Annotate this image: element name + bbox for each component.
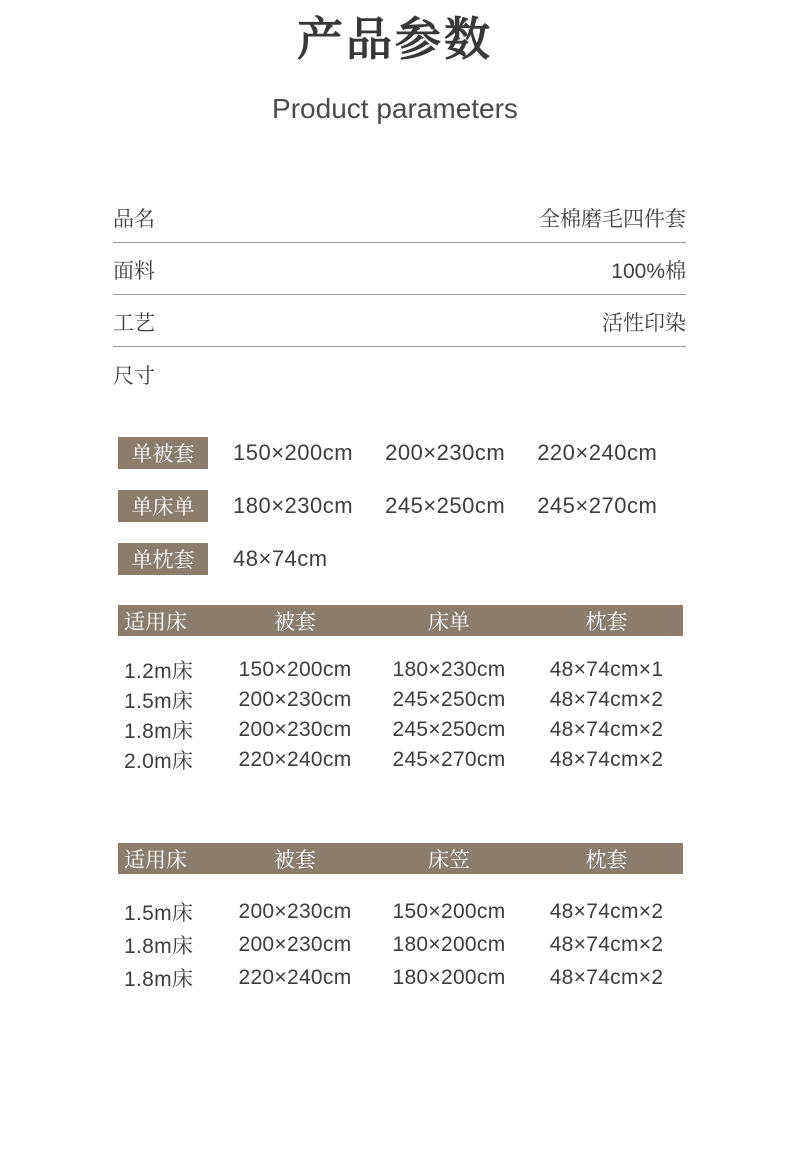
cell-bed: 1.8m床 [124, 967, 194, 991]
cell-duvet: 220×240cm [238, 965, 352, 989]
size-values [233, 493, 657, 519]
cell-pillow: 48×74cm×1 [549, 658, 664, 681]
size-value: 220×240cm [537, 440, 658, 465]
size-value: 150×200cm [233, 440, 354, 465]
size-table-fitted-sheet [118, 843, 683, 994]
cell-bed: 1.5m床 [124, 901, 194, 925]
spec-row-product-name [113, 191, 686, 243]
col-header-pillow: 枕套 [585, 848, 628, 872]
cell-pillow: 48×74cm×2 [549, 718, 664, 741]
cell-duvet: 200×230cm [238, 718, 352, 741]
spec-row-size [113, 347, 686, 399]
size-value: 48×74cm [233, 546, 328, 571]
page-title: 产品参数 [297, 13, 493, 65]
col-header-pillow: 枕套 [585, 610, 628, 634]
cell-fitted: 180×200cm [392, 932, 506, 956]
cell-bed: 1.2m床 [124, 660, 194, 683]
table-row [118, 895, 683, 928]
size-value: 245×270cm [537, 493, 658, 518]
spec-list [113, 191, 686, 399]
page-subtitle: Product parameters [272, 93, 518, 124]
col-header-bed: 适用床 [124, 848, 187, 872]
spec-value: 100%棉 [611, 260, 686, 283]
spec-label: 面料 [113, 260, 155, 283]
table-header-row [118, 843, 683, 874]
spec-row-fabric [113, 243, 686, 295]
size-table-flat-sheet [118, 605, 683, 775]
cell-duvet: 150×200cm [238, 658, 352, 681]
col-header-fitted: 床笠 [428, 848, 470, 872]
size-tag-pillowcase: 单枕套 [118, 543, 208, 575]
cell-pillow: 48×74cm×2 [549, 688, 664, 711]
size-tag-duvet-cover: 单被套 [118, 437, 208, 469]
cell-sheet: 245×270cm [392, 748, 506, 771]
cell-bed: 1.8m床 [124, 934, 194, 958]
cell-duvet: 220×240cm [238, 748, 352, 771]
size-value: 245×250cm [385, 493, 506, 518]
size-values [233, 546, 328, 572]
col-header-bed: 适用床 [124, 610, 187, 634]
cell-bed: 1.8m床 [124, 720, 194, 743]
table-row [118, 685, 683, 715]
cell-duvet: 200×230cm [238, 932, 352, 956]
table-body [118, 655, 683, 775]
content-area [113, 191, 686, 994]
table-row [118, 655, 683, 685]
cell-duvet: 200×230cm [238, 688, 352, 711]
spec-label: 工艺 [113, 312, 155, 335]
table-row [118, 715, 683, 745]
cell-fitted: 180×200cm [392, 965, 506, 989]
table-row [118, 928, 683, 961]
cell-sheet: 245×250cm [392, 718, 506, 741]
table-row [118, 961, 683, 994]
spec-label: 品名 [113, 208, 155, 231]
size-values [233, 440, 657, 466]
cell-pillow: 48×74cm×2 [549, 932, 664, 956]
size-value: 180×230cm [233, 493, 354, 518]
col-header-sheet: 床单 [428, 610, 470, 634]
spec-value: 活性印染 [602, 312, 686, 335]
table-header-row [118, 605, 683, 636]
cell-fitted: 150×200cm [392, 899, 506, 923]
cell-sheet: 180×230cm [392, 658, 506, 681]
cell-pillow: 48×74cm×2 [549, 748, 664, 771]
size-row-flat-sheet [118, 490, 686, 522]
cell-sheet: 245×250cm [392, 688, 506, 711]
cell-bed: 1.5m床 [124, 690, 194, 713]
spec-row-craft [113, 295, 686, 347]
size-row-pillowcase [118, 543, 686, 575]
table-body [118, 895, 683, 994]
table-row [118, 745, 683, 775]
size-value: 200×230cm [385, 440, 506, 465]
single-size-rows [118, 437, 686, 575]
size-row-duvet-cover [118, 437, 686, 469]
col-header-duvet: 被套 [274, 610, 316, 634]
col-header-duvet: 被套 [274, 848, 316, 872]
cell-pillow: 48×74cm×2 [549, 899, 664, 923]
cell-pillow: 48×74cm×2 [549, 965, 664, 989]
spec-value: 全棉磨毛四件套 [539, 208, 686, 231]
cell-duvet: 200×230cm [238, 899, 352, 923]
size-tag-flat-sheet: 单床单 [118, 490, 208, 522]
cell-bed: 2.0m床 [124, 750, 194, 773]
spec-label: 尺寸 [113, 365, 155, 388]
